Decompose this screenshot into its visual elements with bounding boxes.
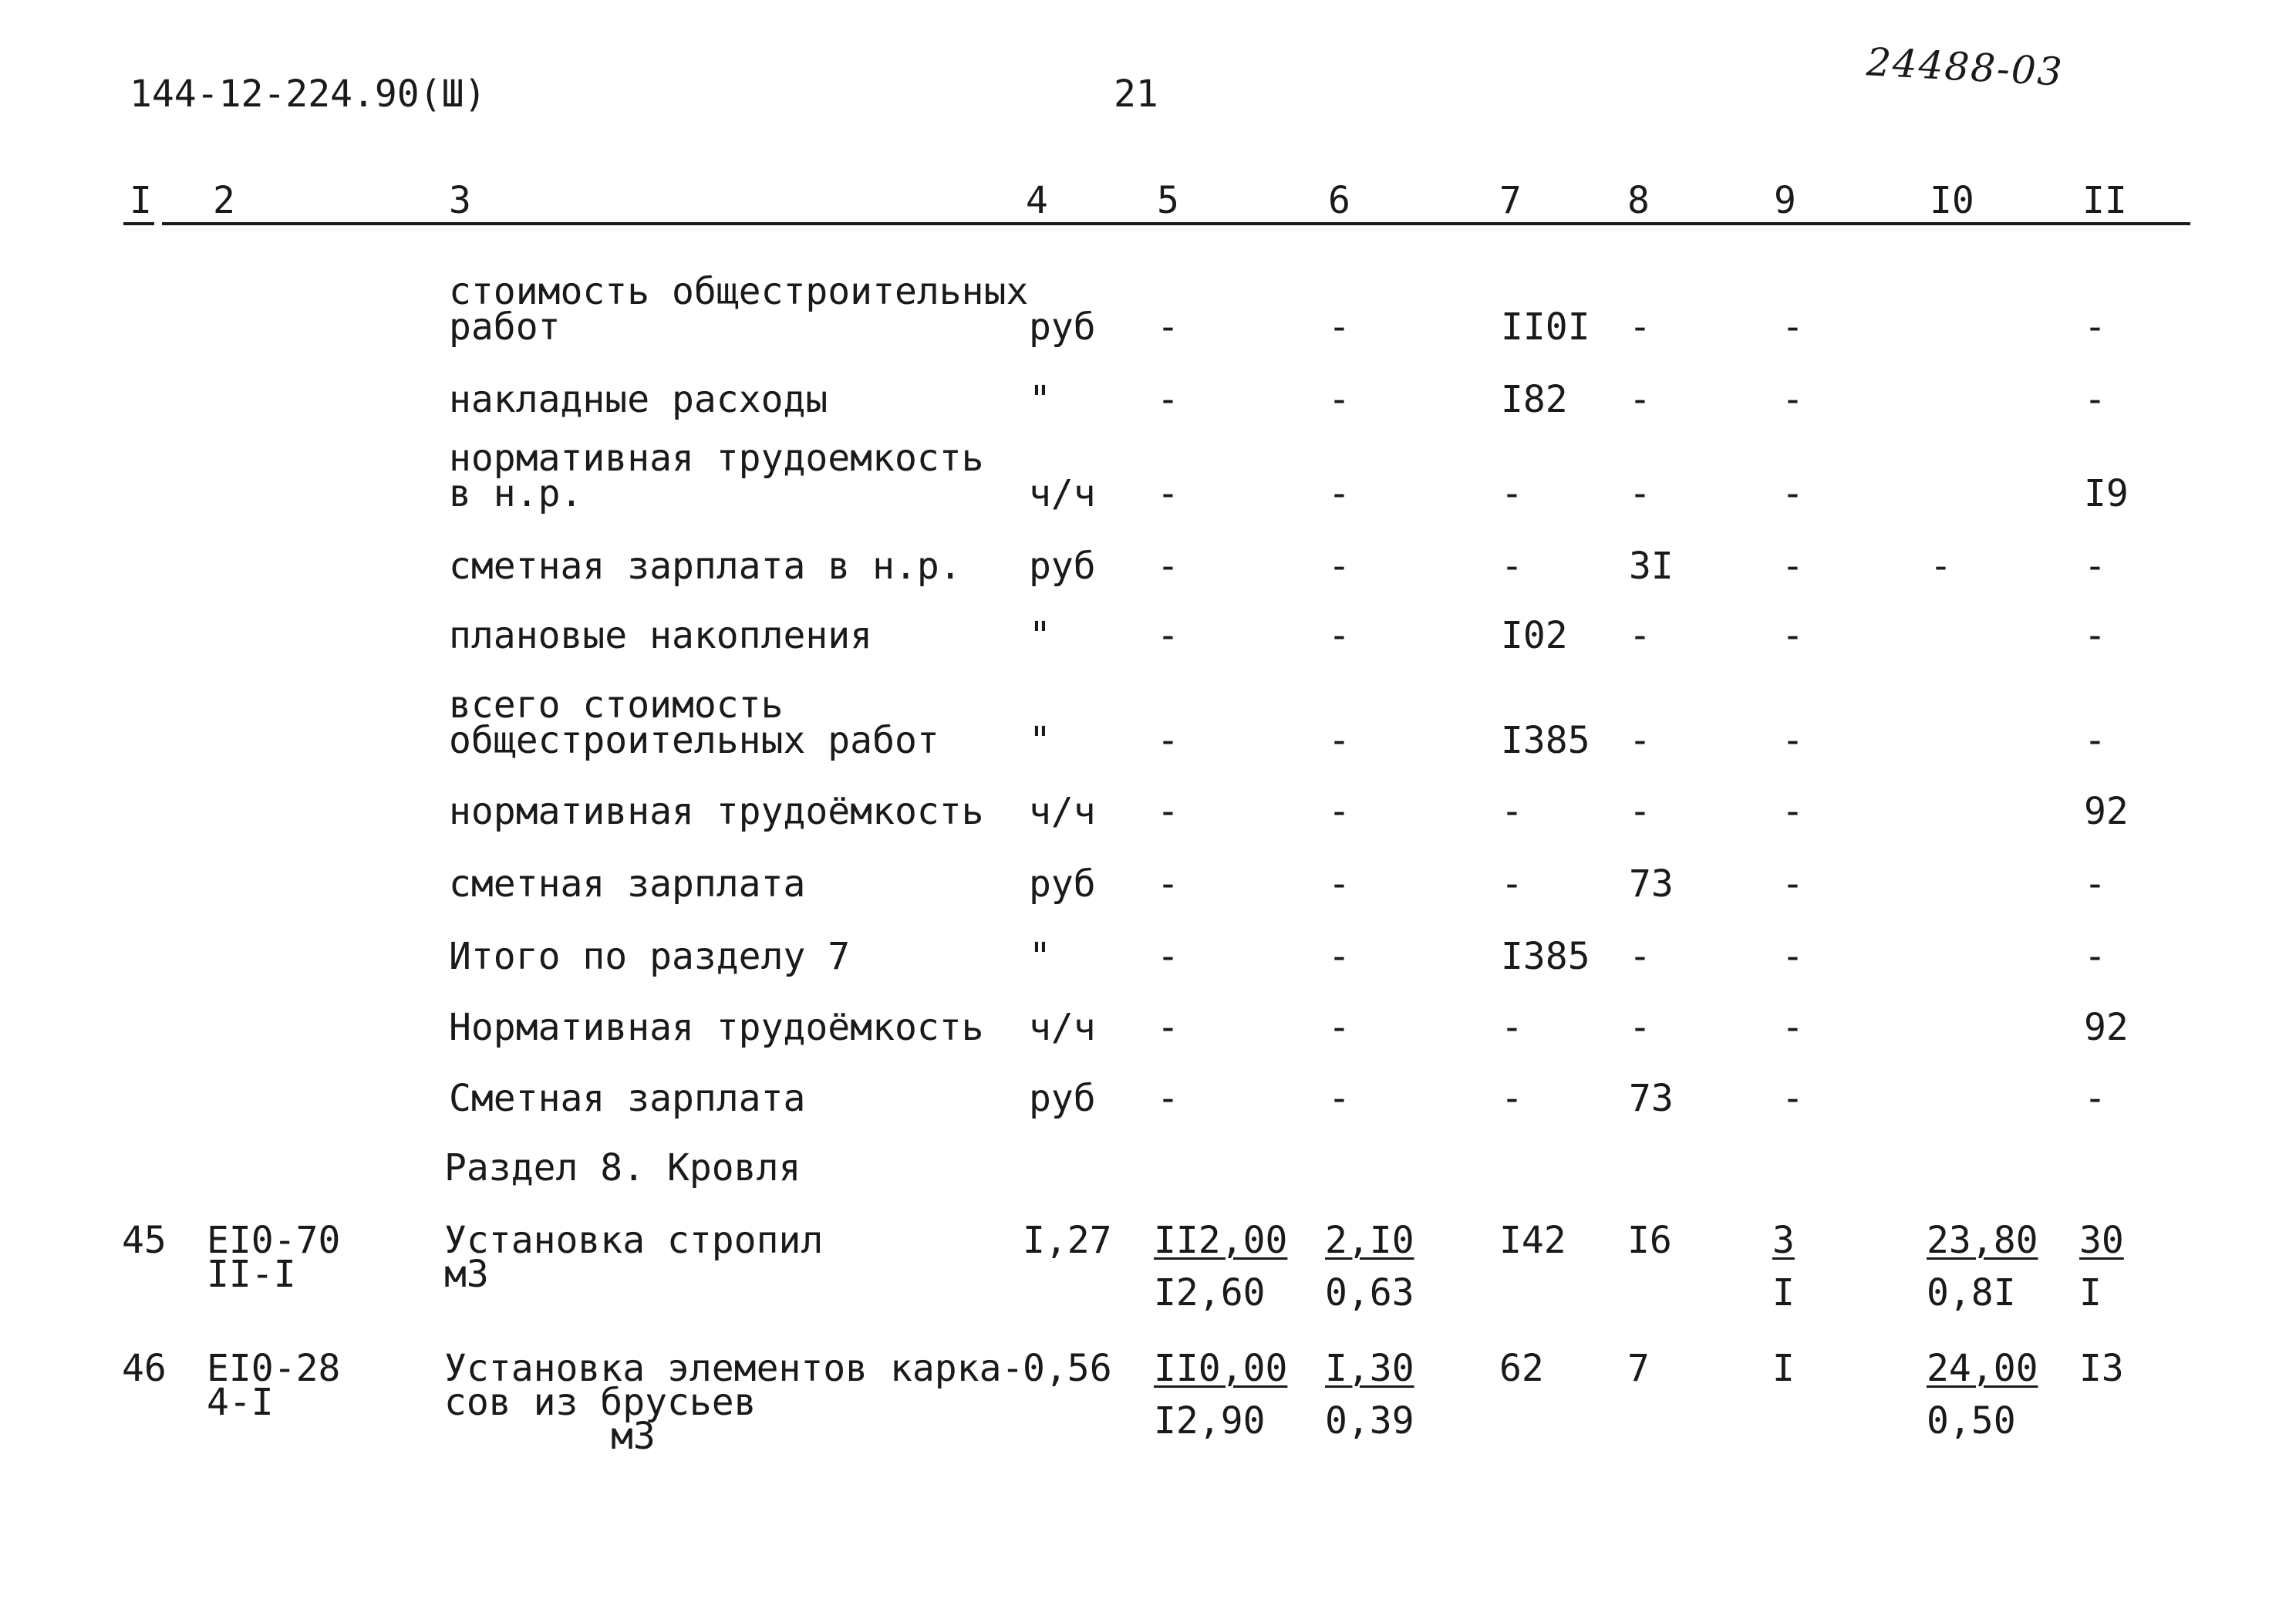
row-value-c8: 73 [1629,862,1674,906]
row-value-c7: - [1501,790,1523,833]
document-code: 144-12-224.90(Ш) [130,73,487,116]
row-value-c7: I02 [1501,614,1568,657]
item-value-c10-bottom: 0,50 [1927,1399,2016,1443]
row-value-c5: - [1157,545,1179,588]
row-value-c7: - [1501,1006,1523,1049]
item-number: 46 [122,1347,167,1390]
column-header-4: 4 [1026,179,1048,222]
row-value-c9: - [1782,305,1804,349]
row-value-c5: - [1157,614,1179,657]
item-value-c9-top: 3 [1772,1219,1795,1262]
row-value-c11: - [2084,862,2106,906]
row-value-c7: I385 [1501,719,1590,762]
item-value-c9-bottom: I [1772,1271,1795,1314]
item-value-c11-bottom: I [2079,1271,2102,1314]
row-value-c11: - [2084,545,2106,588]
item-quantity: I,27 [1023,1219,1112,1262]
row-value-c6: - [1328,719,1350,762]
row-value-c7: - [1501,545,1523,588]
row-description: плановые накопления [449,614,873,657]
item-value-c7: I42 [1499,1219,1566,1262]
header-rule-left [123,222,154,225]
row-value-c5: - [1157,1077,1179,1120]
item-value-c11-top: 30 [2079,1219,2124,1262]
row-value-c7: - [1501,1077,1523,1120]
item-code: 4-I [207,1381,274,1424]
item-description: м3 [444,1253,489,1296]
row-description: работ [449,305,561,349]
row-value-c11: - [2084,614,2106,657]
row-value-c8: - [1629,378,1651,421]
row-value-c4: ч/ч [1029,1006,1096,1049]
row-value-c7: I82 [1501,378,1568,421]
row-description: сметная зарплата в н.р. [449,545,962,588]
row-description: стоимость общестроительных [449,270,1029,313]
row-value-c5: - [1157,862,1179,906]
row-value-c9: - [1782,614,1804,657]
row-value-c8: - [1629,790,1651,833]
row-value-c4: " [1029,935,1051,978]
row-value-c9: - [1782,862,1804,906]
row-value-c6: - [1328,1006,1350,1049]
row-value-c8: 3I [1629,545,1674,588]
row-value-c7: II0I [1501,305,1590,349]
column-header-9: 9 [1774,179,1796,222]
row-value-c4: " [1029,378,1051,421]
row-value-c9: - [1782,1006,1804,1049]
row-value-c4: " [1029,719,1051,762]
row-value-c11: 92 [2084,1006,2129,1049]
row-description: нормативная трудоемкость [449,437,984,480]
row-value-c4: руб [1029,1077,1096,1120]
item-value-c8: I6 [1627,1219,1672,1262]
row-value-c9: - [1782,790,1804,833]
row-value-c5: - [1157,790,1179,833]
row-description: всего стоимость [449,683,784,727]
row-value-c9: - [1782,378,1804,421]
row-description: общестроительных работ [449,719,939,762]
section-title: Раздел 8. Кровля [444,1146,801,1190]
column-header-8: 8 [1627,179,1650,222]
row-value-c8: 73 [1629,1077,1674,1120]
row-value-c7: - [1501,862,1523,906]
item-value-c5-bottom: I2,60 [1154,1271,1266,1314]
item-code: II-I [207,1253,296,1296]
row-value-c6: - [1328,1077,1350,1120]
item-description: Установка элементов карка- [444,1347,1024,1390]
row-value-c6: - [1328,545,1350,588]
row-value-c6: - [1328,472,1350,515]
row-description: сметная зарплата [449,862,806,906]
row-value-c9: - [1782,719,1804,762]
row-value-c5: - [1157,935,1179,978]
row-value-c6: - [1328,790,1350,833]
row-value-c4: ч/ч [1029,790,1096,833]
row-value-c11: I9 [2084,472,2129,515]
row-value-c6: - [1328,305,1350,349]
item-value-c9-top: I [1772,1347,1795,1390]
row-description: накладные расходы [449,378,828,421]
item-description: сов из брусьев [444,1381,757,1424]
row-value-c5: - [1157,305,1179,349]
page-number: 21 [1114,73,1158,116]
row-value-c11: - [2084,305,2106,349]
row-value-c10: - [1930,545,1952,588]
item-value-c6-bottom: 0,63 [1325,1271,1414,1314]
item-value-c5-top: II2,00 [1154,1219,1288,1262]
row-value-c5: - [1157,472,1179,515]
item-value-c6-top: 2,I0 [1325,1219,1414,1262]
header-rule-main [162,222,2190,225]
row-value-c7: - [1501,472,1523,515]
row-value-c8: - [1629,305,1651,349]
row-value-c8: - [1629,1006,1651,1049]
row-value-c11: - [2084,719,2106,762]
row-value-c4: " [1029,614,1051,657]
column-header-1: I [130,179,152,222]
row-value-c11: - [2084,378,2106,421]
item-code: EI0-28 [207,1347,341,1390]
item-value-c5-bottom: I2,90 [1154,1399,1266,1443]
item-description: Установка стропил [444,1219,824,1262]
row-value-c6: - [1328,614,1350,657]
row-value-c4: руб [1029,545,1096,588]
row-value-c9: - [1782,1077,1804,1120]
row-value-c9: - [1782,935,1804,978]
row-value-c6: - [1328,935,1350,978]
item-code: EI0-70 [207,1219,341,1262]
item-value-c6-bottom: 0,39 [1325,1399,1414,1443]
item-value-c8: 7 [1627,1347,1650,1390]
row-value-c9: - [1782,545,1804,588]
column-header-10: I0 [1930,179,1974,222]
item-value-c10-top: 23,80 [1927,1219,2038,1262]
row-value-c6: - [1328,378,1350,421]
row-value-c9: - [1782,472,1804,515]
inventory-number: 24488-03 [1865,39,2065,95]
item-value-c10-bottom: 0,8I [1927,1271,2016,1314]
row-value-c11: - [2084,1077,2106,1120]
row-value-c4: ч/ч [1029,472,1096,515]
row-description: нормативная трудоёмкость [449,790,984,833]
column-header-5: 5 [1157,179,1179,222]
row-description: Итого по разделу 7 [449,935,851,978]
row-value-c6: - [1328,862,1350,906]
row-value-c5: - [1157,1006,1179,1049]
row-value-c8: - [1629,719,1651,762]
item-value-c11-top: I3 [2079,1347,2124,1390]
item-description: м3 [611,1415,656,1458]
row-value-c4: руб [1029,305,1096,349]
item-number: 45 [122,1219,167,1262]
column-header-11: II [2082,179,2127,222]
item-value-c6-top: I,30 [1325,1347,1414,1390]
row-description: в н.р. [449,472,583,515]
column-header-3: 3 [449,179,471,222]
column-header-6: 6 [1328,179,1350,222]
row-value-c8: - [1629,472,1651,515]
item-value-c10-top: 24,00 [1927,1347,2038,1390]
row-value-c11: 92 [2084,790,2129,833]
item-value-c7: 62 [1499,1347,1544,1390]
row-value-c8: - [1629,614,1651,657]
row-value-c7: I385 [1501,935,1590,978]
row-description: Нормативная трудоёмкость [449,1006,984,1049]
item-quantity: 0,56 [1023,1347,1112,1390]
row-value-c5: - [1157,378,1179,421]
item-value-c5-top: II0,00 [1154,1347,1288,1390]
row-value-c5: - [1157,719,1179,762]
row-value-c8: - [1629,935,1651,978]
row-value-c11: - [2084,935,2106,978]
column-header-2: 2 [213,179,235,222]
row-value-c4: руб [1029,862,1096,906]
row-description: Сметная зарплата [449,1077,806,1120]
column-header-7: 7 [1499,179,1522,222]
